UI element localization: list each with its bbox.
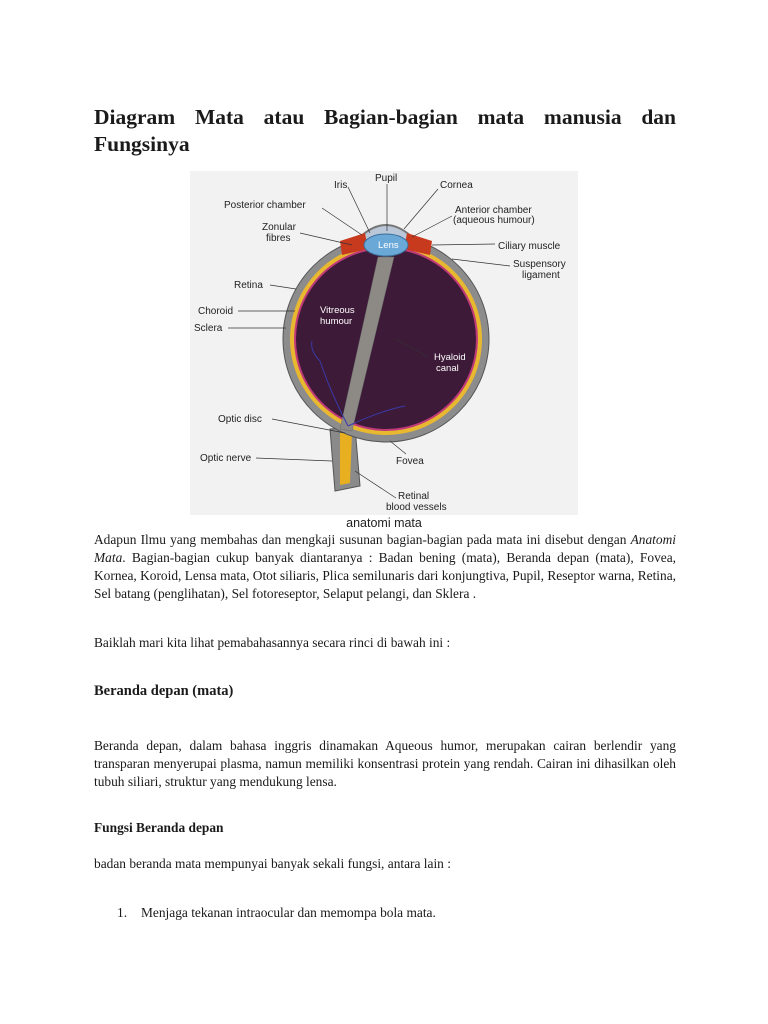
section-paragraph: Beranda depan, dalam bahasa inggris dinamakan Aqueous humor, merupakan cairan berlendir yang transparan menyerupai plasma, namun memiliki konsentrasi protein yang rendah. Cairan ini dihasilkan oleh tubuh siliari, struktur yang mendukung lensa. xyxy=(94,738,676,789)
label-vitreous: Vitreous xyxy=(320,305,355,316)
label-retinal-vessels: Retinal xyxy=(398,491,430,502)
label-cornea: Cornea xyxy=(440,180,473,191)
label-anterior-chamber-2: (aqueous humour) xyxy=(453,215,535,226)
label-iris: Iris xyxy=(334,180,348,191)
label-retinal-vessels-2: blood vessels xyxy=(386,502,447,513)
label-zonular-2: fibres xyxy=(266,233,291,244)
eye-diagram xyxy=(190,171,578,515)
intro-text-start: Adapun Ilmu yang membahas dan mengkaji susunan bagian-bagian pada mata ini disebut dengan xyxy=(94,532,631,547)
intro-italic-term: Anatomi Mata xyxy=(94,532,676,565)
lead-in-paragraph: Baiklah mari kita lihat pemabahasannya secara rinci di bawah ini : xyxy=(94,635,451,650)
label-suspensory: Suspensory xyxy=(513,259,566,270)
function-intro-paragraph: badan beranda mata mempunyai banyak sekali fungsi, antara lain : xyxy=(94,856,451,871)
label-fovea: Fovea xyxy=(396,456,424,467)
label-optic-nerve: Optic nerve xyxy=(200,453,252,464)
label-choroid: Choroid xyxy=(198,306,234,317)
subsection-heading: Fungsi Beranda depan xyxy=(94,820,224,835)
label-hyaloid: Hyaloid xyxy=(434,352,466,363)
label-lens: Lens xyxy=(378,240,399,251)
figure-caption: anatomi mata xyxy=(346,516,422,530)
page-title: Diagram Mata atau Bagian-bagian mata manusia dan Fungsinya xyxy=(94,105,676,156)
label-pupil: Pupil xyxy=(375,173,398,184)
label-vitreous-2: humour xyxy=(320,316,353,327)
list-item-text: Menjaga tekanan intraocular dan memompa bola mata. xyxy=(141,905,436,920)
eye-anatomy-figure xyxy=(190,171,578,515)
label-suspensory-2: ligament xyxy=(522,270,560,281)
label-retina: Retina xyxy=(234,280,263,291)
label-ciliary-muscle: Ciliary muscle xyxy=(498,241,561,252)
section-heading: Beranda depan (mata) xyxy=(94,683,234,699)
label-zonular: Zonular xyxy=(262,222,296,233)
intro-paragraph xyxy=(94,531,676,603)
list-item xyxy=(117,905,436,921)
label-posterior-chamber: Posterior chamber xyxy=(224,200,306,211)
list-item-number: 1. xyxy=(117,905,128,920)
label-optic-disc: Optic disc xyxy=(218,414,262,425)
label-anterior-chamber: Anterior chamber xyxy=(455,205,532,216)
label-hyaloid-2: canal xyxy=(436,363,459,374)
label-sclera: Sclera xyxy=(194,323,223,334)
intro-text-end: . Bagian-bagian cukup banyak diantaranya : Badan bening (mata), Beranda depan (mata), Fovea, Kornea, Koroid, Lensa mata, Otot siliaris, Plica semilunaris dari konjungtiva, Pupil, Reseptor warna, Retina, Sel batang (penglihatan), Sel fotoreseptor, Selaput pelangi, dan Sklera . xyxy=(94,550,676,601)
